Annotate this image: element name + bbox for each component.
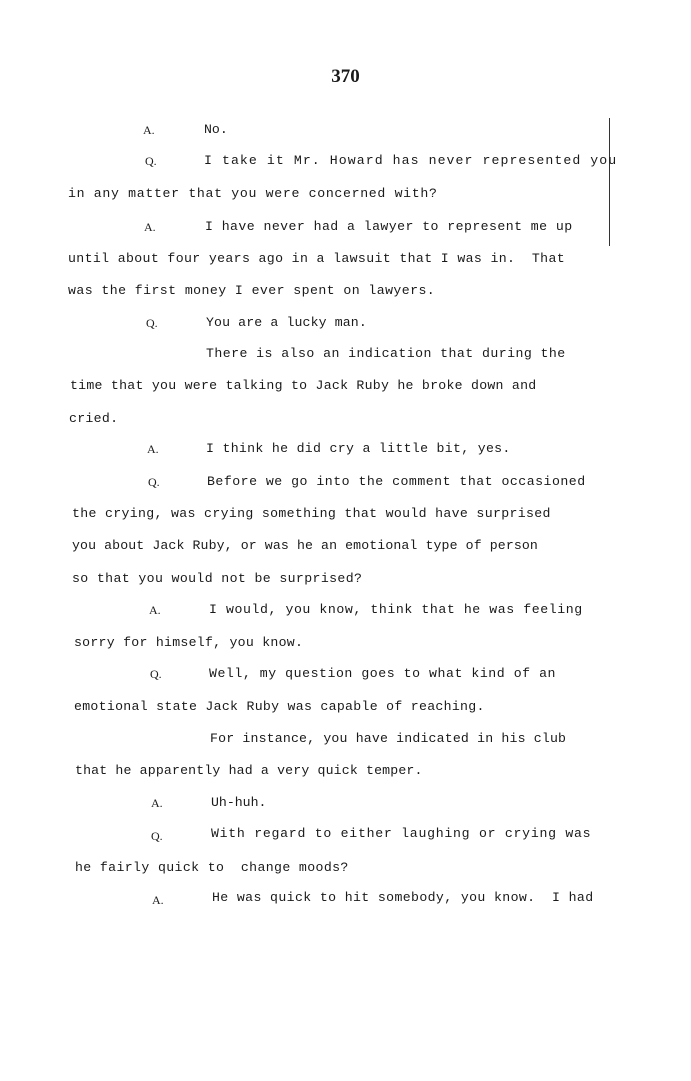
transcript-line: in any matter that you were concerned with?	[68, 186, 438, 201]
transcript-line: With regard to either laughing or crying was	[211, 826, 592, 841]
transcript-line: emotional state Jack Ruby was capable of reaching.	[74, 699, 485, 714]
transcript-line: was the first money I ever spent on lawyers.	[68, 283, 436, 298]
transcript-line: sorry for himself, you know.	[74, 635, 304, 650]
transcript-line: time that you were talking to Jack Ruby he broke down and	[70, 378, 537, 393]
transcript-line: cried.	[69, 411, 119, 426]
transcript-line: For instance, you have indicated in his club	[210, 731, 567, 746]
page-number: 370	[331, 66, 360, 87]
speaker-label: A.	[144, 220, 156, 234]
margin-bar	[609, 118, 610, 246]
speaker-label: A.	[151, 796, 163, 810]
transcript-line: No.	[204, 122, 228, 137]
speaker-label: Q.	[145, 154, 157, 168]
speaker-label: Q.	[146, 316, 158, 330]
transcript-line: Well, my question goes to what kind of an	[209, 666, 557, 681]
transcript-line: so that you would not be surprised?	[72, 571, 363, 586]
speaker-label: A.	[143, 123, 155, 137]
transcript-line: I take it Mr. Howard has never represented you	[204, 153, 618, 168]
transcript-line: I think he did cry a little bit, yes.	[206, 441, 511, 456]
transcript-line: I have never had a lawyer to represent me up	[205, 219, 573, 234]
speaker-label: Q.	[148, 475, 160, 489]
transcript-line: Before we go into the comment that occasioned	[207, 474, 586, 489]
transcript-line: He was quick to hit somebody, you know. I had	[212, 890, 594, 905]
speaker-label: Q.	[150, 667, 162, 681]
transcript-line: the crying, was crying something that would have surprised	[72, 506, 551, 521]
transcript-line: until about four years ago in a lawsuit that I was in. That	[68, 251, 566, 266]
speaker-label: Q.	[151, 829, 163, 843]
speaker-label: A.	[149, 603, 161, 617]
speaker-label: A.	[152, 893, 164, 907]
transcript-line: There is also an indication that during the	[206, 346, 566, 361]
transcript-line: you about Jack Ruby, or was he an emotional type of person	[72, 538, 538, 553]
transcript-line: You are a lucky man.	[206, 315, 367, 330]
speaker-label: A.	[147, 442, 159, 456]
transcript-line: I would, you know, think that he was feeling	[209, 602, 583, 617]
transcript-line: he fairly quick to change moods?	[75, 860, 349, 875]
transcript-line: Uh-huh.	[211, 795, 267, 810]
transcript-line: that he apparently had a very quick temper.	[75, 763, 423, 778]
